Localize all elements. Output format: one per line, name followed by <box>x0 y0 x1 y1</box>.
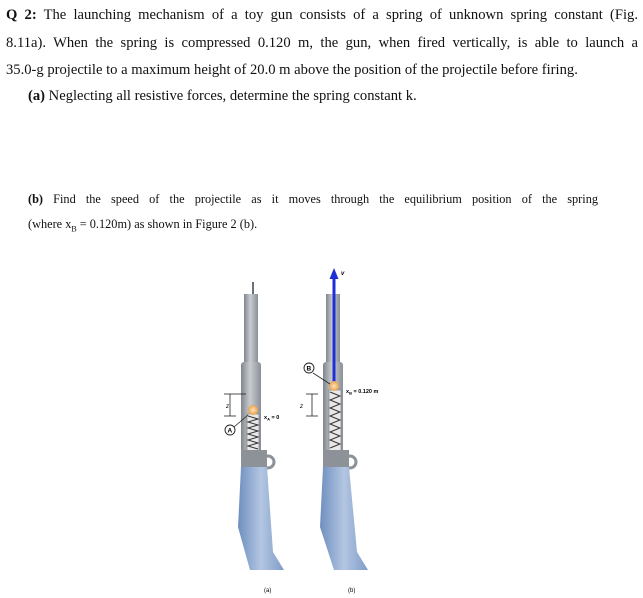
gun-a <box>224 282 284 594</box>
part-b-label: (b) <box>28 192 44 206</box>
question-line-3: 35.0-g projectile to a maximum height of 20.0 m above the position of the projectile before firing. <box>6 62 578 78</box>
stock-a <box>238 467 284 570</box>
question-line-2: 8.11a). When the spring is compressed 0.120 m, the gun, when fired vertically, is able to launch a <box>6 34 638 51</box>
caption-a: (a) <box>264 588 272 594</box>
part-b <box>28 187 598 241</box>
stock-b <box>320 467 368 570</box>
projectile-a <box>248 405 258 415</box>
dim-label-b: z <box>300 404 303 410</box>
velocity-arrowhead <box>330 268 339 279</box>
part-b-line-2: (where $x_B = 0.120m$) as shown in Figure 2 (b). <box>28 217 258 234</box>
part-a-text: Neglecting all resistive forces, determine the spring constant k. <box>45 88 417 104</box>
part-a <box>28 88 417 105</box>
xa-label: $x_A = 0$ <box>264 415 280 422</box>
point-a-label: A <box>227 427 233 435</box>
gun-b <box>299 268 379 594</box>
part-b-line-1: (b) Find the speed of the projectile as it moves through the equilibrium position of the spring <box>28 192 598 206</box>
question-number: Q 2: <box>6 7 37 23</box>
projectile-b <box>329 381 339 391</box>
caption-b: (b) <box>348 588 356 594</box>
question-line-1: Q 2: The launching mechanism of a toy gun consists of a spring of unknown spring constant (Fig. <box>6 7 638 23</box>
part-a-label: (a) <box>28 88 46 104</box>
point-b-label: B <box>306 365 312 373</box>
question-text <box>6 2 638 85</box>
toy-gun-figure <box>210 262 420 596</box>
velocity-label: v <box>341 271 345 277</box>
dim-label-a: z <box>226 404 229 410</box>
xb-label: $x_B = 0.120$ m <box>346 389 379 396</box>
